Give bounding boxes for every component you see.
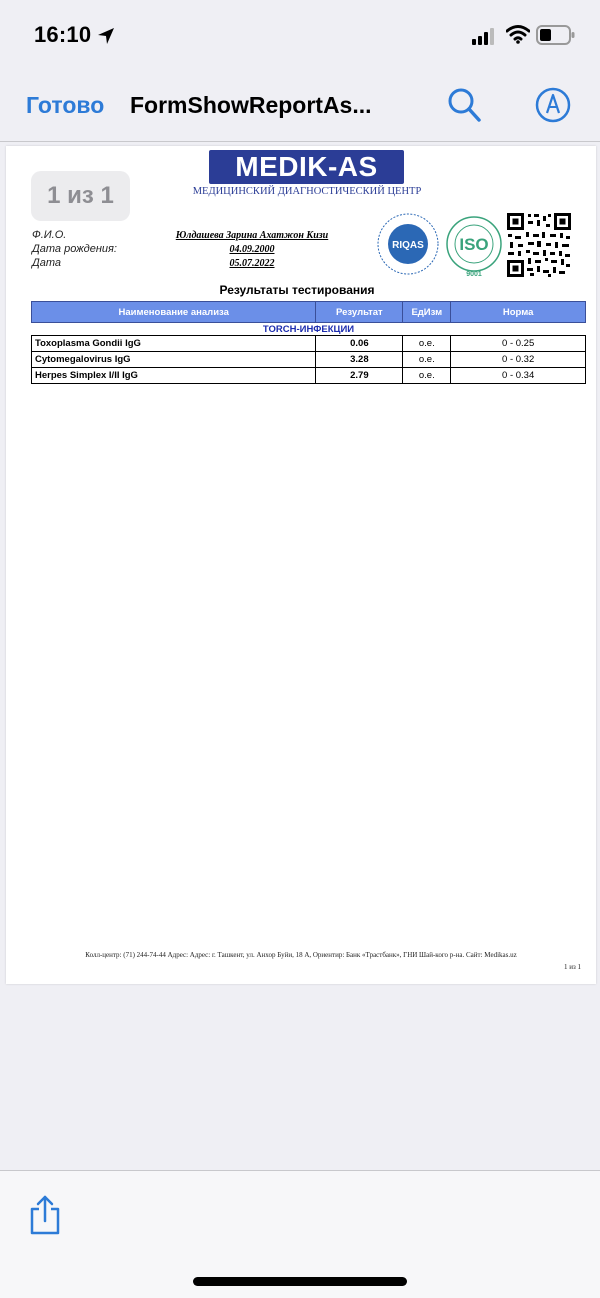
test-result: 2.79 — [316, 368, 403, 384]
table-row — [32, 368, 586, 384]
test-norm: 0 - 0.32 — [451, 352, 586, 368]
dob-label: Дата рождения: — [32, 243, 117, 255]
logo-subtitle: МЕДИЦИНСКИЙ ДИАГНОСТИЧЕСКИЙ ЦЕНТР — [192, 186, 422, 197]
group-row — [32, 323, 586, 336]
iso-number: 9001 — [466, 271, 482, 278]
test-norm: 0 - 0.25 — [451, 336, 586, 352]
page-counter-badge: 1 из 1 — [31, 171, 130, 221]
share-icon[interactable] — [28, 1195, 62, 1235]
iso-text: ISO — [459, 235, 489, 254]
test-name: Toxoplasma Gondii IgG — [32, 336, 316, 352]
bottom-toolbar — [0, 1170, 600, 1298]
test-result: 0.06 — [316, 336, 403, 352]
done-button[interactable]: Готово — [26, 92, 105, 118]
patient-dob: 04.09.2000 — [229, 244, 275, 255]
test-unit: о.е. — [403, 352, 451, 368]
test-name: Herpes Simplex I/II IgG — [32, 368, 316, 384]
results-title: Результаты тестирования — [219, 283, 375, 297]
markup-icon[interactable] — [534, 86, 572, 124]
location-arrow-icon — [96, 26, 116, 46]
logo: MEDIK-AS — [209, 150, 404, 184]
document-footer: Колл-центр: (71) 244-74-44 Адрес: Адрес: г. Ташкент, ул. Анхор Буйи, 18 А, Ориентир: Банк «Трастбанк», ГНИ Шай-кого р-на. Сайт: Medikas.uz — [85, 951, 517, 959]
wifi-icon — [506, 24, 530, 44]
results-table — [31, 301, 586, 384]
patient-name: Юлдашева Зарина Ахатжон Кизи — [175, 230, 329, 241]
test-unit: о.е. — [403, 368, 451, 384]
page-number: 1 из 1 — [564, 963, 582, 971]
signal-icon — [472, 27, 496, 45]
table-header-row — [32, 302, 586, 323]
home-indicator[interactable] — [193, 1277, 407, 1286]
test-unit: о.е. — [403, 336, 451, 352]
header-unit: ЕдИзм — [403, 302, 451, 323]
riqas-badge-icon — [376, 212, 440, 276]
status-bar — [0, 0, 600, 70]
date-label: Дата — [32, 257, 62, 269]
header-result: Результат — [316, 302, 403, 323]
test-norm: 0 - 0.34 — [451, 368, 586, 384]
table-row — [32, 336, 586, 352]
nav-title: FormShowReportAs... — [130, 92, 372, 118]
table-row — [32, 352, 586, 368]
iso-badge-icon — [442, 214, 506, 278]
header-test-name: Наименование анализа — [32, 302, 316, 323]
search-icon[interactable] — [446, 86, 482, 124]
nav-bar — [0, 70, 600, 142]
pdf-document[interactable] — [6, 146, 596, 984]
status-time: 16:10 — [34, 22, 92, 47]
group-label: TORCH-ИНФЕКЦИИ — [262, 323, 355, 335]
test-name: Cytomegalovirus IgG — [32, 352, 316, 368]
header-norm: Норма — [451, 302, 586, 323]
qr-code-icon — [506, 212, 572, 278]
test-result: 3.28 — [316, 352, 403, 368]
riqas-text: RIQAS — [392, 240, 424, 251]
battery-icon — [536, 24, 576, 46]
test-date: 05.07.2022 — [229, 258, 275, 269]
name-label: Ф.И.О. — [32, 229, 67, 241]
